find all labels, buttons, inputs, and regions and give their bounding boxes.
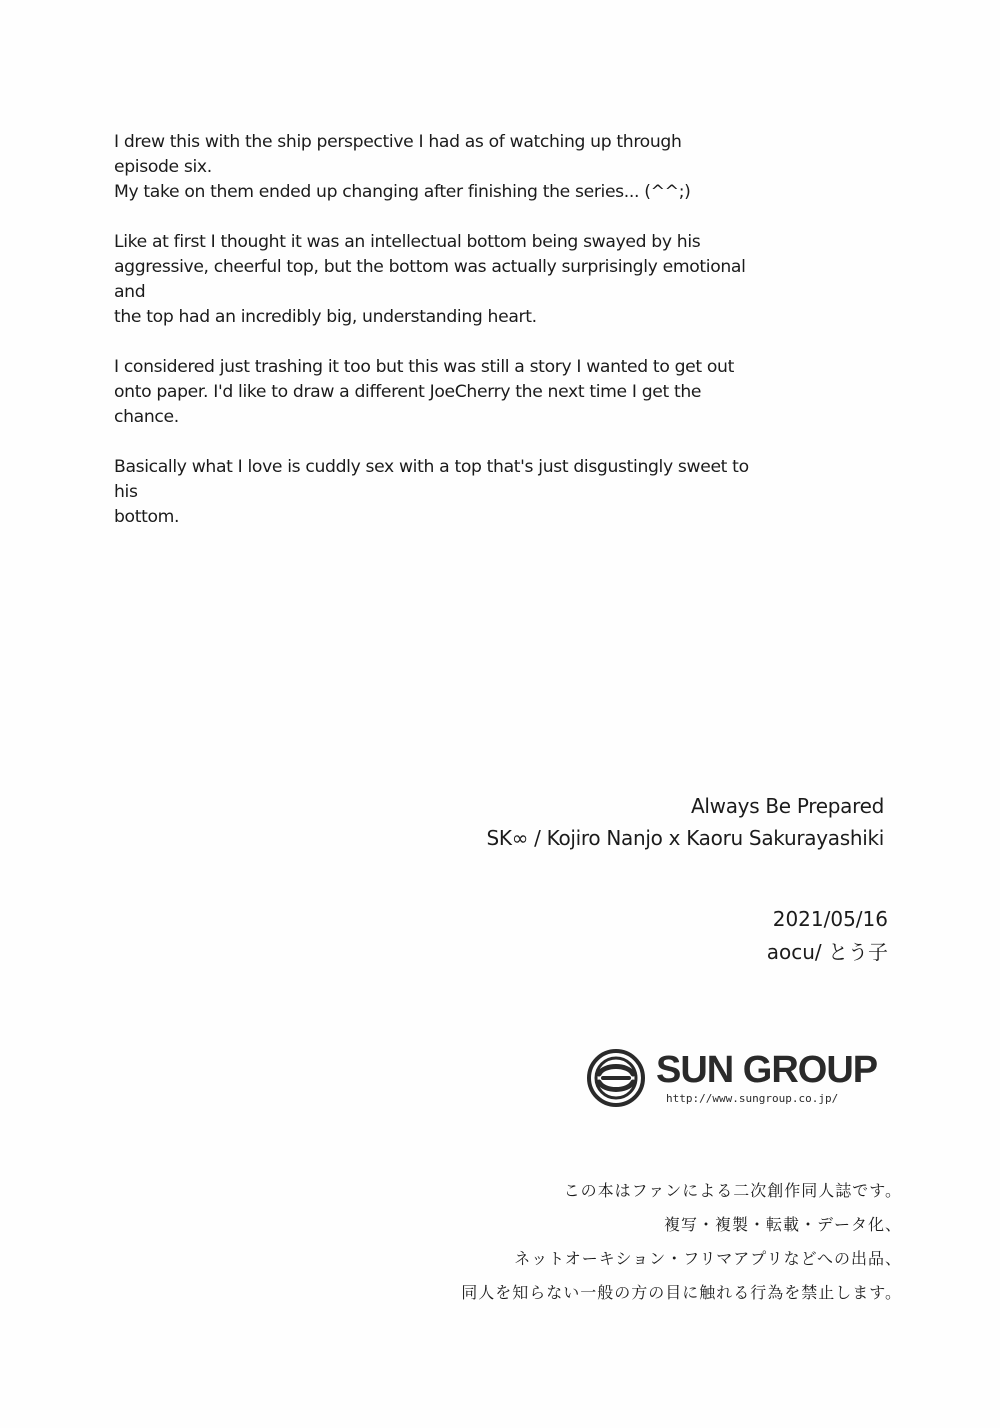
notice-line: 同人を知らない一般の方の目に触れる行為を禁止します。 (461, 1283, 902, 1302)
printer-mark (586, 1046, 896, 1112)
author-name: aocu/ とう子 (766, 940, 888, 964)
afterword-paragraph: Like at first I thought it was an intellectual bottom being swayed by his aggressive, cheerful top, but the bottom was actually surprisingly emotional and the top had an incredibly big, understanding heart. (114, 232, 746, 327)
notice-line: 複写・複製・転載・データ化、 (663, 1215, 902, 1234)
afterword-paragraph: I considered just trashing it too but this was still a story I wanted to get out onto paper. I'd like to draw a different JoeCherry the next time I get the chance. (114, 357, 734, 427)
printer-name: SUN GROUP (656, 1049, 878, 1091)
copyright-notice (461, 1174, 902, 1310)
publication-info (767, 903, 888, 969)
printer-url: http://www.sungroup.co.jp/ (666, 1092, 839, 1105)
afterword-paragraph: I drew this with the ship perspective I had as of watching up through episode six. My take on them ended up changing after finishing the series... (^^;) (114, 132, 691, 202)
book-credits (487, 790, 884, 854)
book-title: Always Be Prepared (691, 794, 884, 818)
sun-group-logo-icon (586, 1048, 646, 1108)
book-pairing: SK∞ / Kojiro Nanjo x Kaoru Sakurayashiki (486, 826, 884, 850)
afterword-text (114, 130, 764, 555)
publication-date: 2021/05/16 (772, 907, 888, 931)
notice-line: ネットオーキション・フリマアプリなどへの出品、 (514, 1249, 902, 1268)
afterword-paragraph: Basically what I love is cuddly sex with a top that's just disgustingly sweet to his bottom. (114, 457, 749, 527)
notice-line: この本はファンによる二次創作同人誌です。 (563, 1181, 902, 1200)
